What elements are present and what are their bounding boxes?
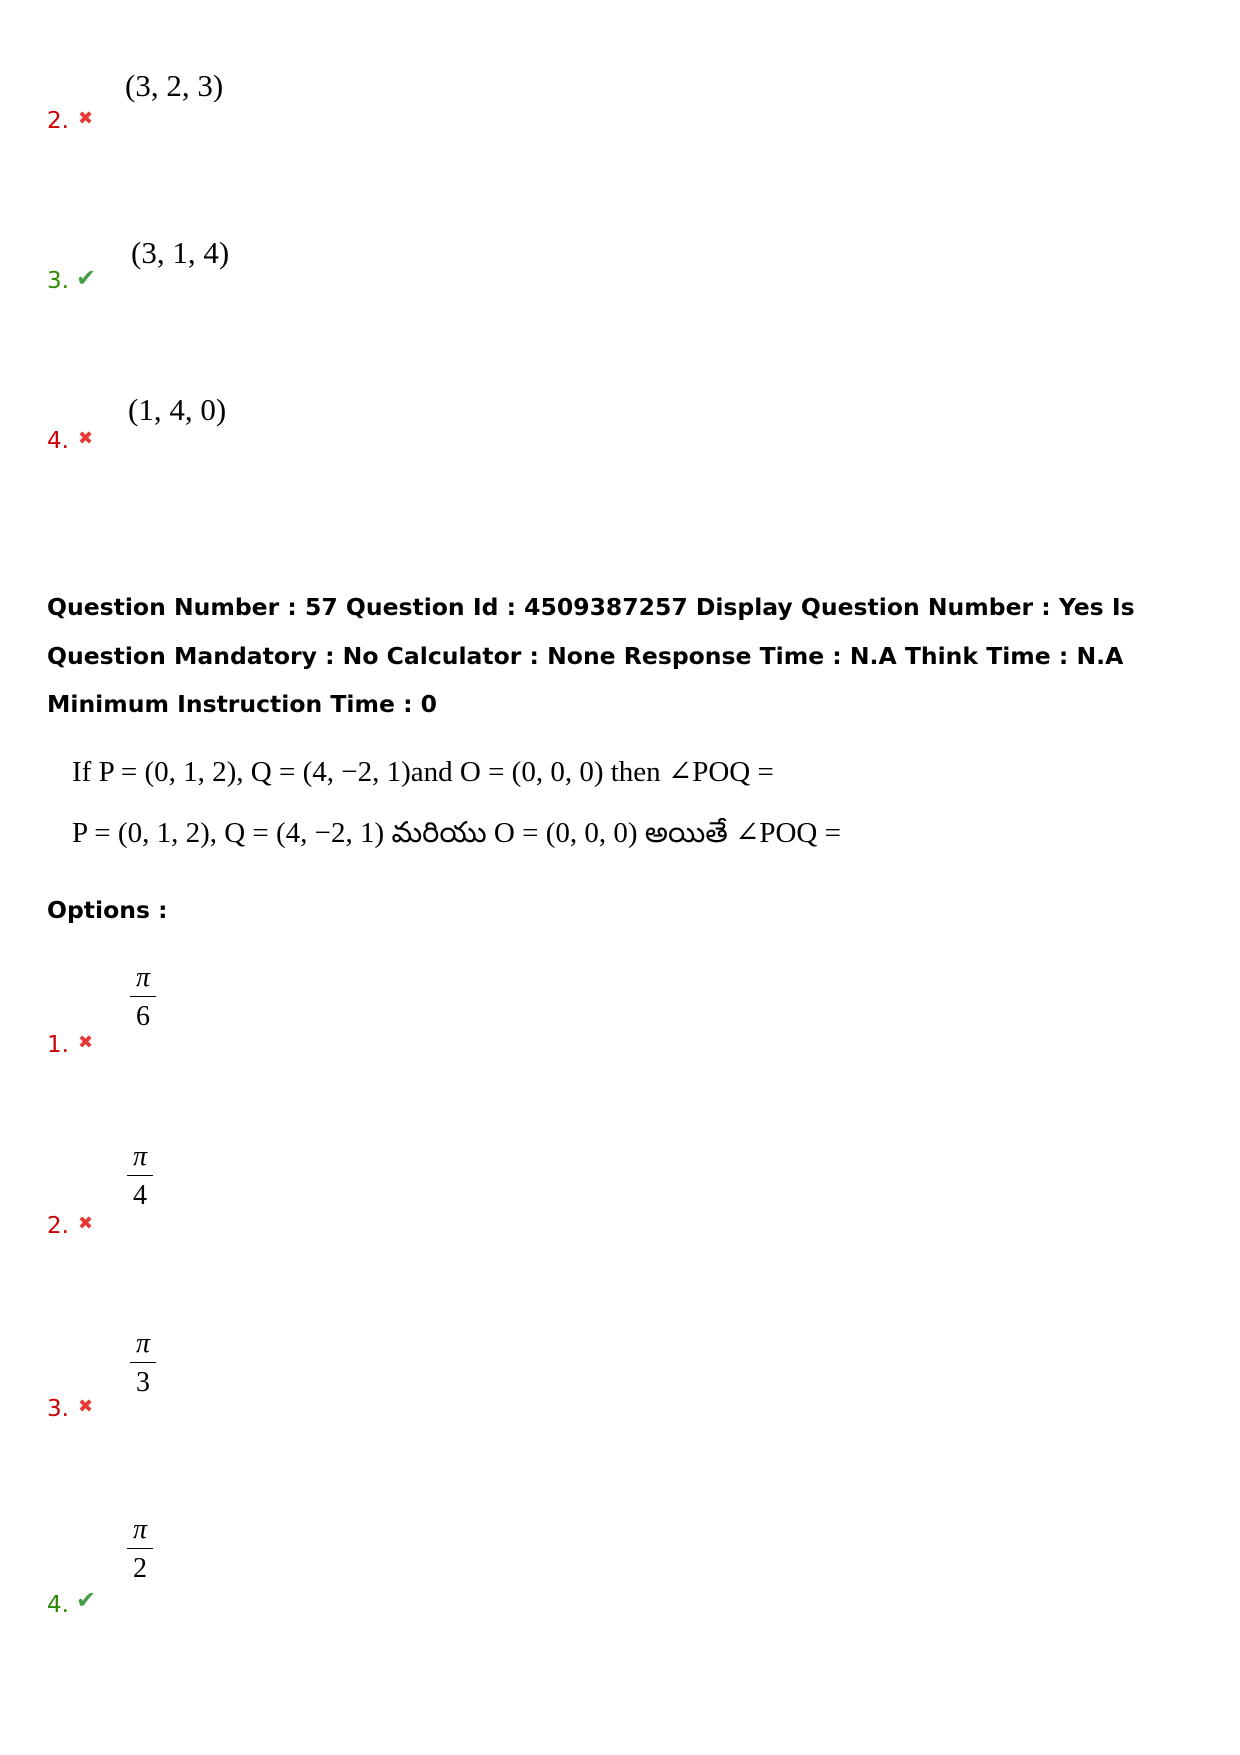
wrong-mark-icon: ✖ — [78, 1396, 94, 1417]
options-heading: Options : — [47, 896, 168, 924]
option-value: (3, 2, 3) — [125, 68, 224, 103]
option-fraction — [130, 1328, 156, 1399]
wrong-mark-icon: ✖ — [78, 1213, 94, 1234]
fraction-denominator: 3 — [136, 1367, 150, 1398]
option-fraction — [127, 1514, 153, 1585]
fraction-numerator: π — [132, 1141, 148, 1172]
fraction-numerator: π — [132, 1514, 148, 1545]
question-text-english: If P = (0, 1, 2), Q = (4, −2, 1)and O = (0, 0, 0) then ∠POQ = — [72, 756, 774, 788]
option-number: 4. — [47, 1592, 69, 1618]
option-number: 1. — [47, 1032, 69, 1058]
option-number: 4. — [47, 428, 69, 454]
option-value: (1, 4, 0) — [128, 392, 227, 427]
fraction-bar — [127, 1175, 153, 1176]
option-fraction — [127, 1141, 153, 1212]
fraction-bar — [127, 1548, 153, 1549]
wrong-mark-icon: ✖ — [78, 1032, 94, 1053]
fraction-denominator: 2 — [133, 1553, 147, 1584]
fraction-numerator: π — [135, 1328, 151, 1359]
option-number: 2. — [47, 108, 69, 134]
fraction-bar — [130, 996, 156, 997]
check-mark-icon: ✔ — [76, 1586, 97, 1614]
question-meta: Question Number : 57 Question Id : 4509387257 Display Question Number : Yes Is Question Mandatory : No Calculator : None Response Time : N.A Think Time : N.A Minimum Instruction Time : 0 — [47, 593, 1135, 718]
question-text-telugu: P = (0, 1, 2), Q = (4, −2, 1) మరియు O = (0, 0, 0) అయితే ∠POQ = — [72, 817, 841, 849]
fraction-numerator: π — [135, 962, 151, 993]
fraction-denominator: 4 — [133, 1180, 147, 1211]
wrong-mark-icon: ✖ — [78, 108, 94, 129]
option-number: 3. — [47, 268, 69, 294]
option-value: (3, 1, 4) — [131, 235, 230, 270]
option-number: 3. — [47, 1396, 69, 1422]
fraction-bar — [130, 1362, 156, 1363]
option-number: 2. — [47, 1213, 69, 1239]
check-mark-icon: ✔ — [76, 264, 97, 292]
wrong-mark-icon: ✖ — [78, 428, 94, 449]
option-fraction — [130, 962, 156, 1033]
fraction-denominator: 6 — [136, 1001, 150, 1032]
